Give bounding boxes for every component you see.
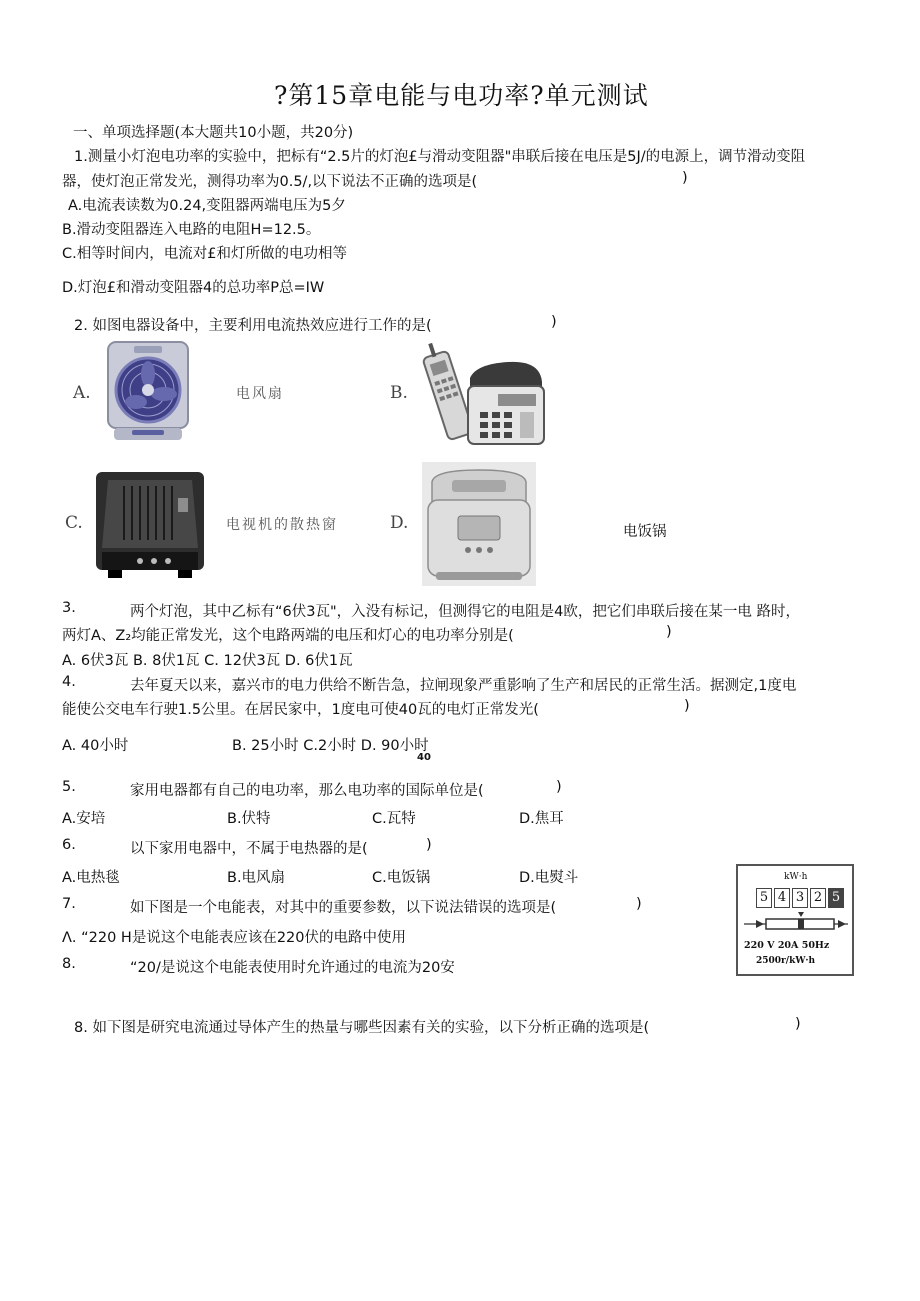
telephone-image	[420, 338, 546, 454]
q2-option-c-letter: C.	[65, 513, 83, 533]
q7-item-8-number: 8.	[62, 956, 76, 972]
q4-line2: 能使公交电车行驶1.5公里。在居民家中，1度电可使40瓦的电灯正常发光(	[62, 702, 539, 718]
q5-option-c: C.瓦特	[372, 811, 416, 827]
q2-stem: 2. 如图电器设备中，主要利用电流热效应进行工作的是(	[74, 318, 432, 334]
meter-digit: 4	[774, 888, 790, 908]
q6-option-a: A.电热毯	[62, 870, 120, 886]
q1-paren-close: )	[682, 170, 688, 186]
q6-option-d: D.电熨斗	[519, 870, 579, 886]
q2-option-d-letter: D.	[390, 513, 409, 533]
q1-option-d: D.灯泡£和滑动变阻器4的总功率P总=IW	[62, 280, 325, 296]
meter-digit: 5	[756, 888, 772, 908]
q2-option-b-letter: B.	[390, 383, 408, 403]
meter-unit: kW·h	[784, 872, 808, 882]
q8-paren-close: )	[795, 1016, 801, 1032]
q5-option-d: D.焦耳	[519, 811, 564, 827]
q2-paren-close: )	[551, 314, 557, 330]
q5-number: 5.	[62, 779, 76, 795]
q4-line1: 去年夏天以来，嘉兴市的电力供给不断告急，拉闸现象严重影响了生产和居民的正常生活。据测定,1度电	[130, 678, 797, 694]
q6-number: 6.	[62, 837, 76, 853]
q2-option-a-letter: A.	[73, 383, 91, 403]
q7-item-8-text: “20/是说这个电能表使用时允许通过的电流为20安	[130, 960, 455, 976]
q8-stem: 8. 如下图是研究电流通过导体产生的热量与哪些因素有关的实验，以下分析正确的选项是(	[74, 1020, 650, 1036]
q4-number: 4.	[62, 674, 76, 690]
meter-digit-red: 5	[828, 888, 844, 908]
q6-paren-close: )	[426, 837, 432, 853]
q1-line2: 器，使灯泡正常发光，测得功率为0.5/,以下说法不正确的选项是(	[62, 174, 478, 190]
q5-option-a: A.安培	[62, 811, 106, 827]
q4-option-a: A. 40小时	[62, 738, 129, 754]
rice-cooker-image	[422, 462, 536, 586]
meter-digit: 3	[792, 888, 808, 908]
q2-label-rice-cooker: 电饭锅	[623, 524, 667, 540]
q4-subscript: 40	[417, 752, 431, 763]
q4-paren-close: )	[684, 698, 690, 714]
meter-dial-track	[742, 910, 850, 936]
q7-stem: 如下图是一个电能表，对其中的重要参数，以下说法错误的选项是(	[130, 900, 557, 916]
q7-option-a: Λ. “220 H是说这个电能表应该在220伏的电路中使用	[62, 930, 407, 946]
q4-options-bcd: B. 25小时 C.2小时 D. 90小时	[232, 738, 429, 754]
q1-option-a: A.电流表读数为0.24,变阻器两端电压为5夕	[68, 198, 346, 214]
q3-paren-close: )	[666, 624, 672, 640]
q3-number: 3.	[62, 600, 76, 616]
q2-label-tv: 电视机的散热窗	[226, 517, 338, 533]
q1-line1: 1.测量小灯泡电功率的实验中，把标有“2.5片的灯泡£与滑动变阻器"串联后接在电压是5J/的电源上，调节滑动变阻	[74, 149, 806, 165]
q1-option-c: C.相等时间内，电流对£和灯所做的电功相等	[62, 246, 347, 262]
q1-option-b: B.滑动变阻器连入电路的电阻H=12.5。	[62, 222, 321, 238]
page-title: ?第15章电能与电功率?单元测试	[274, 81, 649, 110]
q3-line1: 两个灯泡，其中乙标有“6伏3瓦"，入没有标记，但测得它的电阻是4欧，把它们串联后接在某一电 路时，	[130, 604, 800, 620]
q5-option-b: B.伏特	[227, 811, 271, 827]
electric-fan-image	[104, 340, 192, 444]
q6-option-c: C.电饭锅	[372, 870, 431, 886]
q6-option-b: B.电风扇	[227, 870, 286, 886]
q2-label-fan: 电风扇	[236, 386, 284, 402]
meter-spec-line2: 2500r/kW·h	[756, 956, 816, 966]
q7-paren-close: )	[636, 896, 642, 912]
meter-spec-line1: 220 V 20A 50Hz	[744, 940, 830, 951]
q3-line2: 两灯A、Z₂均能正常发光，这个电路两端的电压和灯心的电功率分别是(	[62, 628, 514, 644]
meter-digit-row	[756, 888, 844, 908]
q6-stem: 以下家用电器中，不属于电热器的是(	[130, 841, 368, 857]
q3-options: A. 6伏3瓦 B. 8伏1瓦 C. 12伏3瓦 D. 6伏1瓦	[62, 653, 353, 669]
section-heading: 一、单项选择题(本大题共10小题，共20分)	[73, 125, 354, 141]
meter-digit: 2	[810, 888, 826, 908]
q5-paren-close: )	[556, 779, 562, 795]
tv-back-image	[94, 468, 206, 580]
electricity-meter-figure	[736, 864, 854, 976]
q5-stem: 家用电器都有自己的电功率，那么电功率的国际单位是(	[130, 783, 484, 799]
q7-number: 7.	[62, 896, 76, 912]
